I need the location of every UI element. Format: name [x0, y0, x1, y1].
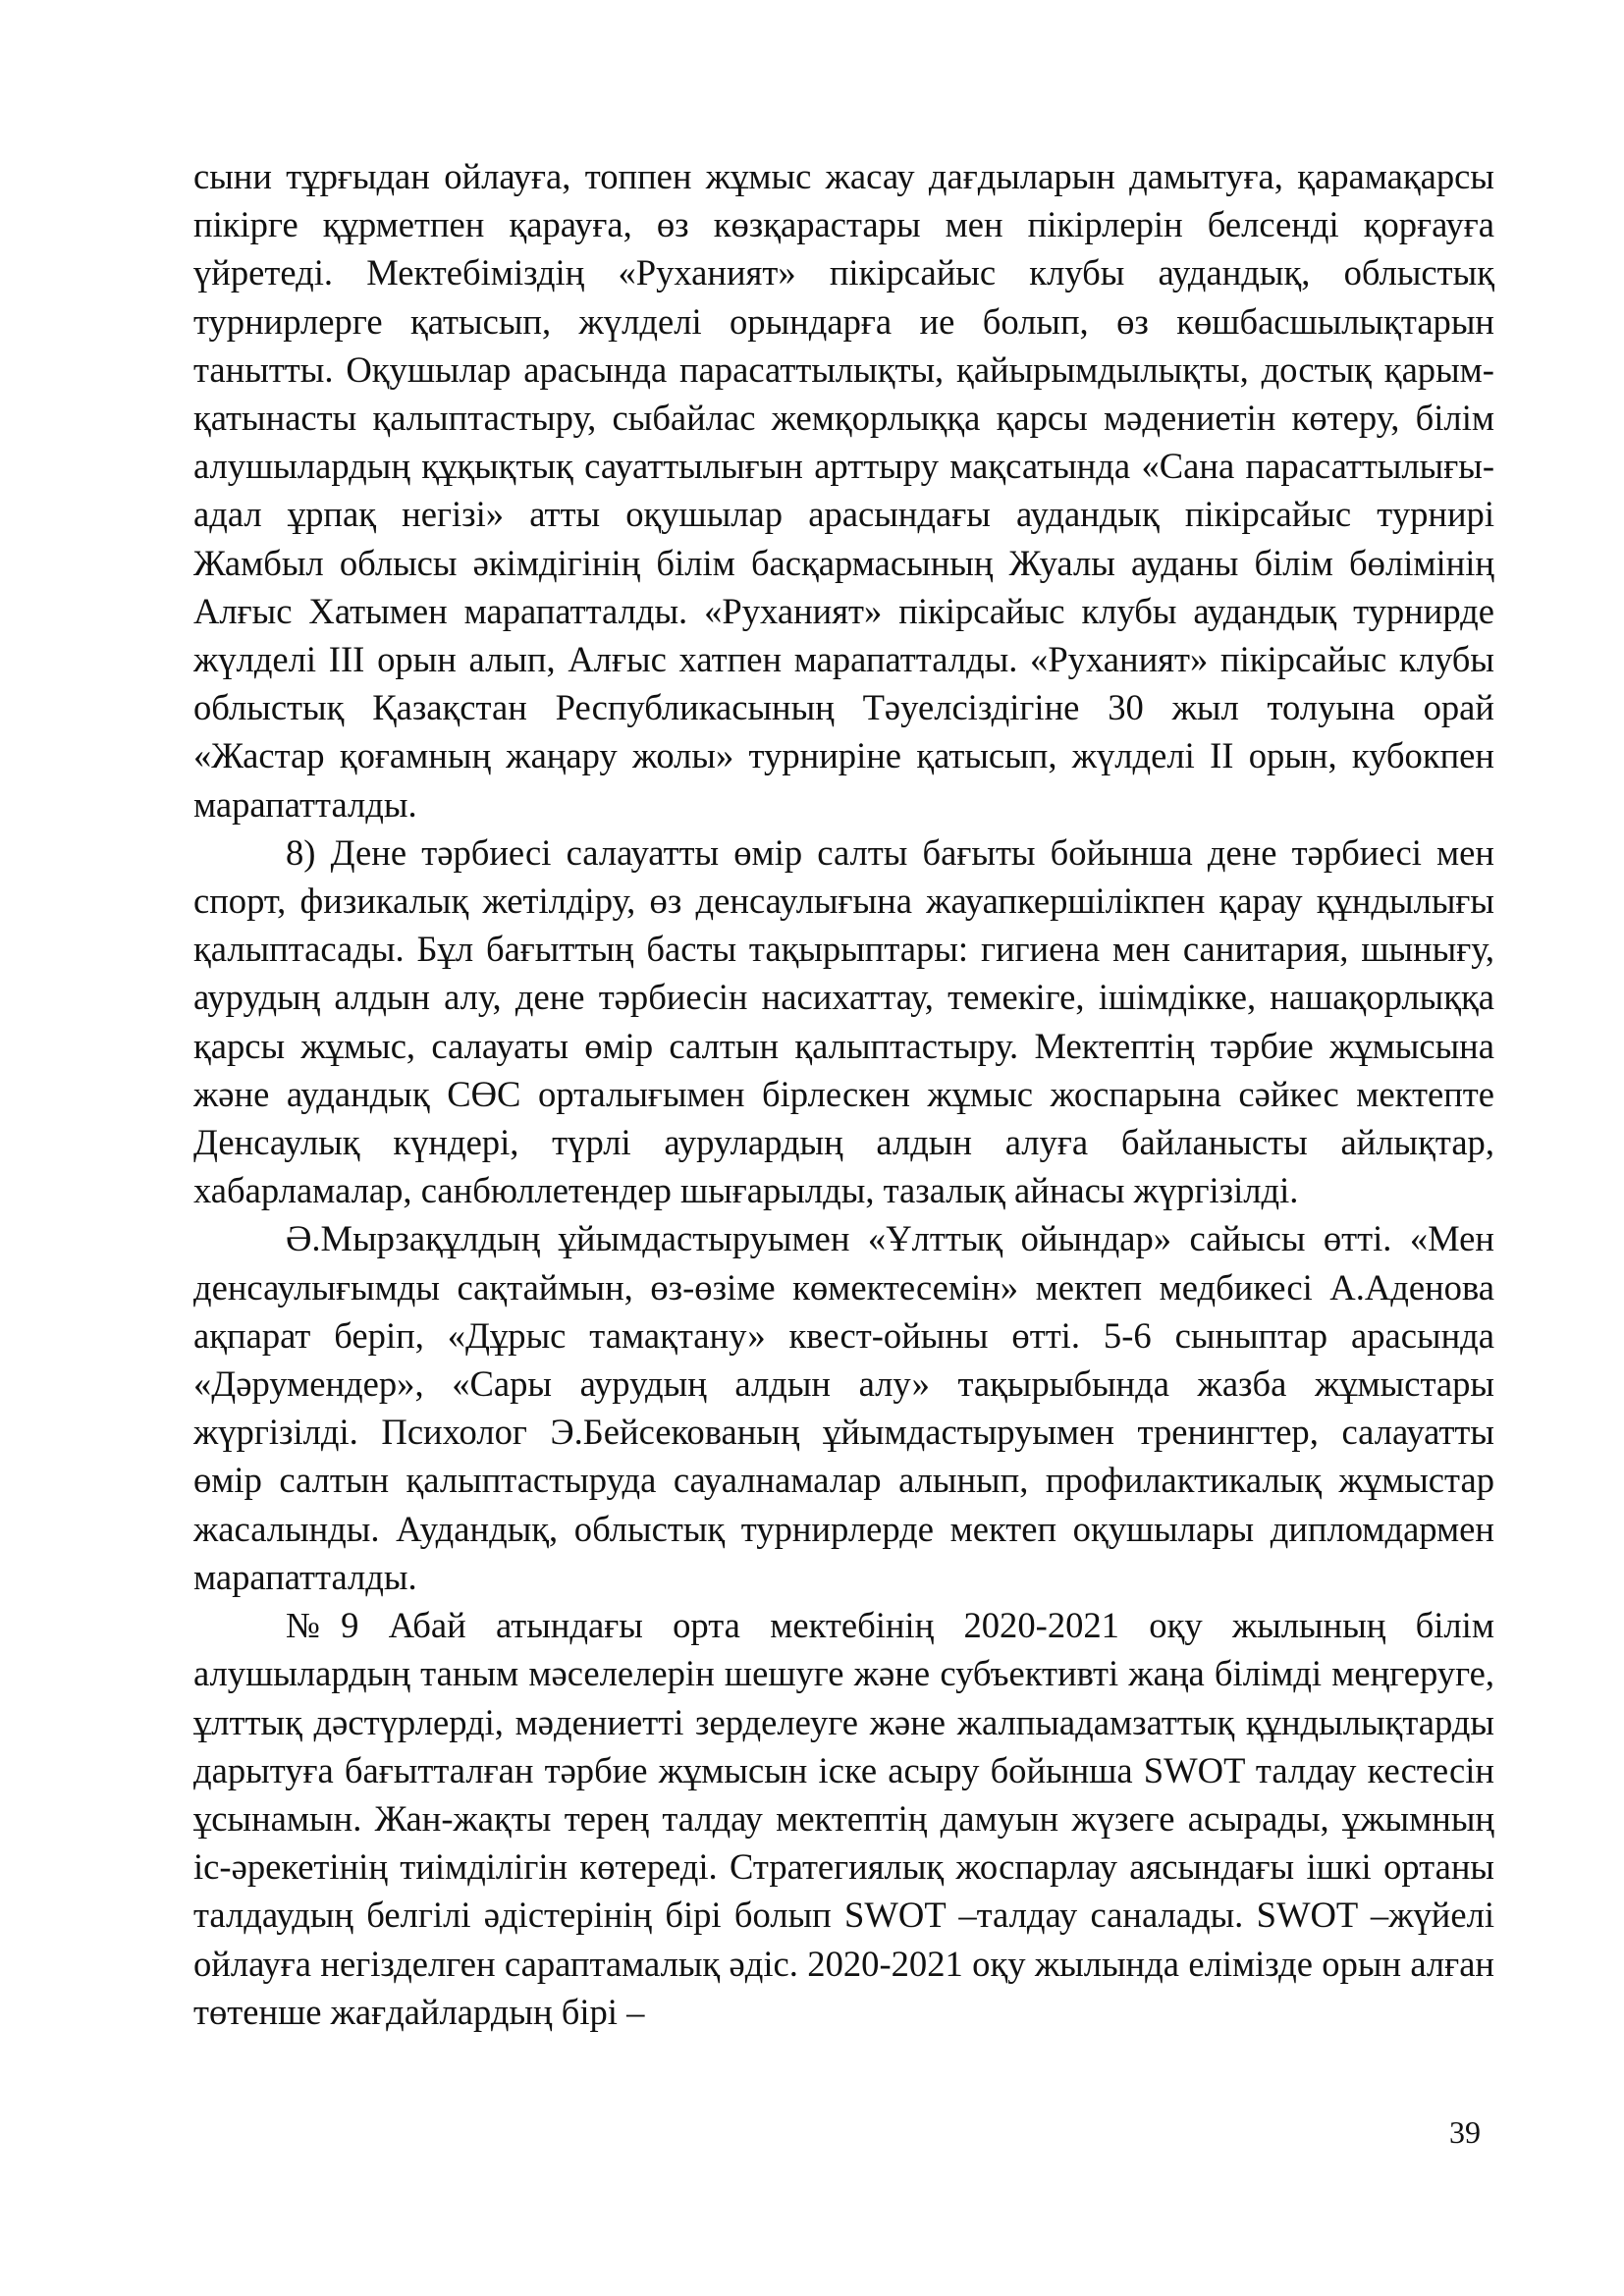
paragraph-physical-education: 8) Дене тәрбиесі салауатты өмір салты бағыты бойынша дене тәрбиесі мен спорт, физикалық жетілдіру, өз денсаулығына жауапкершілікпен қарау құндылығы қалыптасады. Бұл бағыттың басты тақырыптары: гигиена мен санитария, шынығу, аурудың алдын алу, дене тәрбиесін насихаттау, темекіге, ішімдікке, нашақорлыққа қарсы жұмыс, салауаты өмір салтын қалыптастыру. Мектептің тәрбие жұмысына және аудандық СӨС орталығымен бірлескен жұмыс жоспарына сәйкес мектепте Денсаулық күндері, түрлі аурулардың алдын алуға байланысты айлықтар, хабарламалар, санбюллетендер шығарылды, тазалық айнасы жүргізілді.: [193, 831, 1494, 1211]
body-text: [193, 152, 1494, 2036]
page-number: 39: [1449, 2114, 1481, 2150]
paragraph-swot-analysis: №9 Абай атындағы орта мектебінің 2020-2021 оқу жылының білім алушылардың таным мәселелерін шешуге және субъективті жаңа білімді меңгеруге, ұлттық дәстүрлерді, мәдениетті зерделеуге және жалпыадамзаттық құндылықтарды дарытуға бағытталған тәрбие жұмысын іске асыру бойынша SWOT талдау кестесін ұсынамын. Жан-жақты терең талдау мектептің дамуын жүзеге асырады, ұжымның іс-әрекетінің тиімділігін көтереді. Стратегиялық жоспарлау аясындағы ішкі ортаны талдаудың белгілі әдістерінің бірі болып SWOT –талдау саналады. SWOT –жүйелі ойлауға негізделген сараптамалық әдіс. 2020-2021 оқу жылында елімізде орын алған төтенше жағдайлардың бірі –: [193, 1605, 1494, 2032]
paragraph-health-events: Ә.Мырзақұлдың ұйымдастыруымен «Ұлттық ойындар» сайысы өтті. «Мен денсаулығымды сақтаймын, өз-өзіме көмектесемін» мектеп медбикесі А.Аденова ақпарат беріп, «Дұрыс тамақтану» квест-ойыны өтті. 5-6 сыныптар арасында «Дәрумендер», «Сары аурудың алдын алу» тақырыбында жазба жұмыстары жүргізілді. Психолог Э.Бейсекованың ұйымдастыруымен тренингтер, салауатты өмір салтын қалыптастыруда сауалнамалар алынып, профилактикалық жұмыстар жасалынды. Аудандық, облыстық турнирлерде мектеп оқушылары дипломдармен марапатталды.: [193, 1218, 1494, 1597]
paragraph-debate-club: сыни тұрғыдан ойлауға, топпен жұмыс жасау дағдыларын дамытуға, қарамақарсы пікірге құрметпен қарауға, өз көзқарастары мен пікірлерін белсенді қорғауға үйретеді. Мектебіміздің «Руханият» пікірсайыс клубы аудандық, облыстық турнирлерге қатысып, жүлделі орындарға ие болып, өз көшбасшылықтарын танытты. Оқушылар арасында парасаттылықты, қайырымдылықты, достық қарым-қатынасты қалыптастыру, сыбайлас жемқорлыққа қарсы мәдениетін көтеру, білім алушылардың құқықтық сауаттылығын арттыру мақсатында «Сана парасаттылығы-адал ұрпақ негізі» атты оқушылар арасындағы аудандық пікірсайыс турнирі Жамбыл облысы әкімдігінің білім басқармасының Жуалы ауданы білім бөлімінің Алғыс Хатымен марапатталды. «Руханият» пікірсайыс клубы аудандық турнирде жүлделі ІІІ орын алып, Алғыс хатпен марапатталды. «Руханият» пікірсайыс клубы облыстық Қазақстан Республикасының Тәуелсіздігіне 30 жыл толуына орай «Жастар қоғамның жаңару жолы» турниріне қатысып, жүлделі ІІ орын, кубокпен марапатталды.: [193, 156, 1494, 825]
